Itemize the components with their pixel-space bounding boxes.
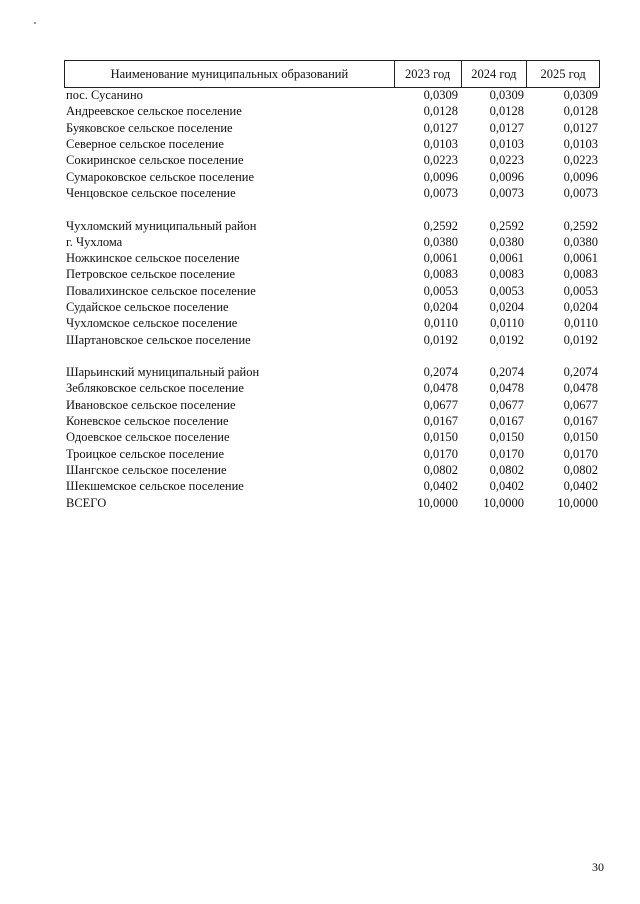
value-2025: 0,0204 xyxy=(563,300,598,314)
value-2024: 0,0150 xyxy=(489,430,524,445)
row-name: г. Чухлома xyxy=(66,234,123,249)
row-name: Сокиринское сельское поселение xyxy=(66,153,244,168)
value-2025: 0,0170 xyxy=(563,446,598,461)
value-2024: 0,0309 xyxy=(489,88,524,103)
table-row xyxy=(64,266,600,282)
table-row xyxy=(64,462,600,478)
value-2025: 0,0677 xyxy=(563,397,598,412)
header-2023: 2023 год xyxy=(394,61,461,87)
row-name: Зебляковское сельское поселение xyxy=(66,381,244,396)
table-row xyxy=(64,120,600,136)
value-2025: 0,0802 xyxy=(563,462,598,477)
value-2023: 0,0380 xyxy=(423,234,458,249)
table-row xyxy=(64,168,600,184)
table-row xyxy=(64,152,600,168)
page-number: 30 xyxy=(592,860,604,874)
value-2024: 0,0128 xyxy=(489,104,524,119)
row-name: Повалихинское сельское поселение xyxy=(66,283,256,298)
row-name: Андреевское сельское поселение xyxy=(66,104,242,119)
table-row xyxy=(64,380,600,396)
row-name: Буяковское сельское поселение xyxy=(66,120,233,135)
table-row xyxy=(64,87,600,103)
table-row xyxy=(64,136,600,152)
value-2024: 0,0204 xyxy=(489,300,524,314)
value-2025: 0,0127 xyxy=(563,120,598,135)
value-2025: 10,0000 xyxy=(557,495,598,510)
table-row xyxy=(64,250,600,266)
table-header xyxy=(64,60,600,88)
value-2025: 0,0167 xyxy=(563,414,598,429)
value-2023: 0,0053 xyxy=(423,283,458,298)
row-name: Ивановское сельское поселение xyxy=(66,397,236,412)
row-name: Чухломское сельское поселение xyxy=(66,316,238,331)
row-name: Троицкое сельское поселение xyxy=(66,446,225,461)
value-2023: 0,0083 xyxy=(423,267,458,282)
table-row xyxy=(64,201,600,217)
value-2024: 0,2074 xyxy=(489,365,524,380)
value-2023: 0,0096 xyxy=(423,169,458,184)
value-2025: 0,0053 xyxy=(563,283,598,298)
row-name: Шекшемское сельское поселение xyxy=(66,479,244,494)
row-name: Ножкинское сельское поселение xyxy=(66,251,240,266)
value-2025: 0,0380 xyxy=(563,234,598,249)
value-2024: 0,0170 xyxy=(489,446,524,461)
value-2023: 0,0170 xyxy=(423,446,458,461)
table-row xyxy=(64,331,600,347)
value-2024: 0,0677 xyxy=(489,397,524,412)
value-2023: 0,0402 xyxy=(423,479,458,494)
value-2025: 0,0223 xyxy=(563,153,598,168)
table-row xyxy=(64,364,600,380)
table-row xyxy=(64,429,600,445)
value-2025: 0,0061 xyxy=(563,251,598,266)
value-2025: 0,2074 xyxy=(563,365,598,380)
value-2024: 0,0083 xyxy=(489,267,524,282)
value-2025: 0,0096 xyxy=(563,169,598,184)
header-2025: 2025 год xyxy=(526,61,599,87)
value-2025: 0,0478 xyxy=(563,381,598,396)
value-2023: 0,0478 xyxy=(423,381,458,396)
value-2023: 0,0192 xyxy=(423,332,458,347)
value-2025: 0,0128 xyxy=(563,104,598,119)
value-2023: 0,0128 xyxy=(423,104,458,119)
value-2023: 0,0309 xyxy=(423,88,458,103)
header-name: Наименование муниципальных образований xyxy=(110,66,349,81)
value-2023: 0,0061 xyxy=(423,251,458,266)
table-row xyxy=(64,185,600,201)
row-name: Ченцовское сельское поселение xyxy=(66,185,236,200)
value-2025: 0,0103 xyxy=(563,137,598,152)
value-2023: 0,0167 xyxy=(423,414,458,429)
value-2024: 0,0103 xyxy=(489,137,524,152)
table-row xyxy=(64,413,600,429)
value-2023: 0,0150 xyxy=(423,430,458,445)
value-2023: 0,2592 xyxy=(423,218,458,233)
value-2023: 0,0073 xyxy=(423,185,458,200)
value-2024: 0,0096 xyxy=(489,169,524,184)
row-name: Сумароковское сельское поселение xyxy=(66,169,255,184)
table-body xyxy=(64,87,600,511)
row-name: Одоевское сельское поселение xyxy=(66,430,230,445)
value-2024: 0,0073 xyxy=(489,185,524,200)
table-row xyxy=(64,103,600,119)
value-2023: 0,0223 xyxy=(423,153,458,168)
table-row xyxy=(64,299,600,315)
row-name: Петровское сельское поселение xyxy=(66,267,236,282)
value-2024: 0,0478 xyxy=(489,381,524,396)
value-2024: 0,0802 xyxy=(489,462,524,477)
table-row xyxy=(64,446,600,462)
value-2024: 0,2592 xyxy=(489,218,524,233)
row-name: Судайское сельское поселение xyxy=(66,300,229,314)
value-2025: 0,0309 xyxy=(563,88,598,103)
header-2024: 2024 год xyxy=(461,61,527,87)
table-row xyxy=(64,234,600,250)
value-2023: 10,0000 xyxy=(417,495,458,510)
scan-mark xyxy=(34,22,36,24)
table-row xyxy=(64,397,600,413)
row-name: Коневское сельское поселение xyxy=(66,414,229,429)
table-row xyxy=(64,348,600,364)
value-2025: 0,0083 xyxy=(563,267,598,282)
value-2023: 0,2074 xyxy=(423,365,458,380)
value-2025: 0,0402 xyxy=(563,479,598,494)
row-name: Шартановское сельское поселение xyxy=(66,332,251,347)
value-2025: 0,2592 xyxy=(563,218,598,233)
value-2024: 0,0223 xyxy=(489,153,524,168)
value-2023: 0,0110 xyxy=(424,316,458,331)
value-2025: 0,0150 xyxy=(563,430,598,445)
table-row xyxy=(64,283,600,299)
row-name: Чухломский муниципальный район xyxy=(66,218,257,233)
value-2025: 0,0073 xyxy=(563,185,598,200)
value-2023: 0,0204 xyxy=(423,300,458,314)
table-row xyxy=(64,217,600,233)
table-row xyxy=(64,315,600,331)
table-row xyxy=(64,478,600,494)
value-2023: 0,0127 xyxy=(423,120,458,135)
value-2025: 0,0110 xyxy=(564,316,598,331)
value-2023: 0,0103 xyxy=(423,137,458,152)
row-name: Шангское сельское поселение xyxy=(66,462,227,477)
value-2024: 0,0167 xyxy=(489,414,524,429)
row-name: ВСЕГО xyxy=(66,495,107,510)
value-2025: 0,0192 xyxy=(563,332,598,347)
value-2024: 0,0110 xyxy=(490,316,524,331)
value-2023: 0,0802 xyxy=(423,462,458,477)
value-2024: 0,0053 xyxy=(489,283,524,298)
row-name: пос. Сусанино xyxy=(66,88,143,103)
value-2024: 10,0000 xyxy=(483,495,524,510)
value-2024: 0,0192 xyxy=(489,332,524,347)
value-2024: 0,0061 xyxy=(489,251,524,266)
table-row xyxy=(64,494,600,510)
value-2024: 0,0402 xyxy=(489,479,524,494)
value-2024: 0,0127 xyxy=(489,120,524,135)
value-2024: 0,0380 xyxy=(489,234,524,249)
row-name: Шарьинский муниципальный район xyxy=(66,365,260,380)
row-name: Северное сельское поселение xyxy=(66,137,224,152)
value-2023: 0,0677 xyxy=(423,397,458,412)
